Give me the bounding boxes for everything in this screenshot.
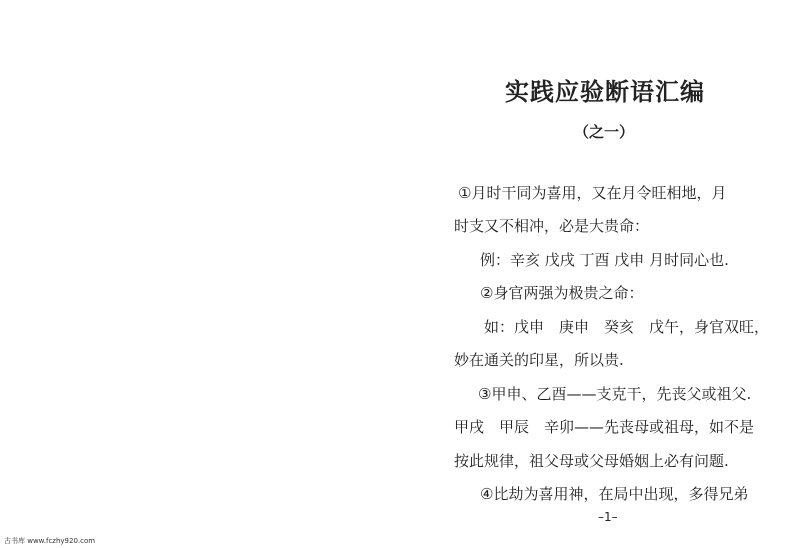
text-line: 妙在通关的印星，所以贵. [454,351,624,369]
text-line: ④比劫为喜用神，在局中出现，多得兄弟 [480,485,749,503]
text-line: 甲戌 甲辰 辛卯——先丧母或祖母，如不是 [454,418,755,436]
text-line: ③甲申、乙酉——支克干，先丧父或祖父. [478,385,752,403]
page-number: –1– [598,510,618,524]
text-line: ②身官两强为极贵之命： [480,284,644,302]
document-title: 实践应验断语汇编 [505,77,705,106]
text-line: ①月时干同为喜用，又在月令旺相地，月 [458,184,727,202]
document-subtitle: （之一） [574,123,635,141]
text-line: 如：戊申 庚申 癸亥 戊午，身官双旺， [484,318,770,336]
site-watermark: 古书库 www.fczhy920.com [4,537,96,545]
text-line: 例：辛亥 戊戌 丁酉 戊申 月时同心也. [480,251,729,269]
text-line: 时支又不相冲，必是大贵命： [454,217,650,235]
text-line: 按此规律，祖父母或父母婚姻上必有问题. [454,452,729,470]
